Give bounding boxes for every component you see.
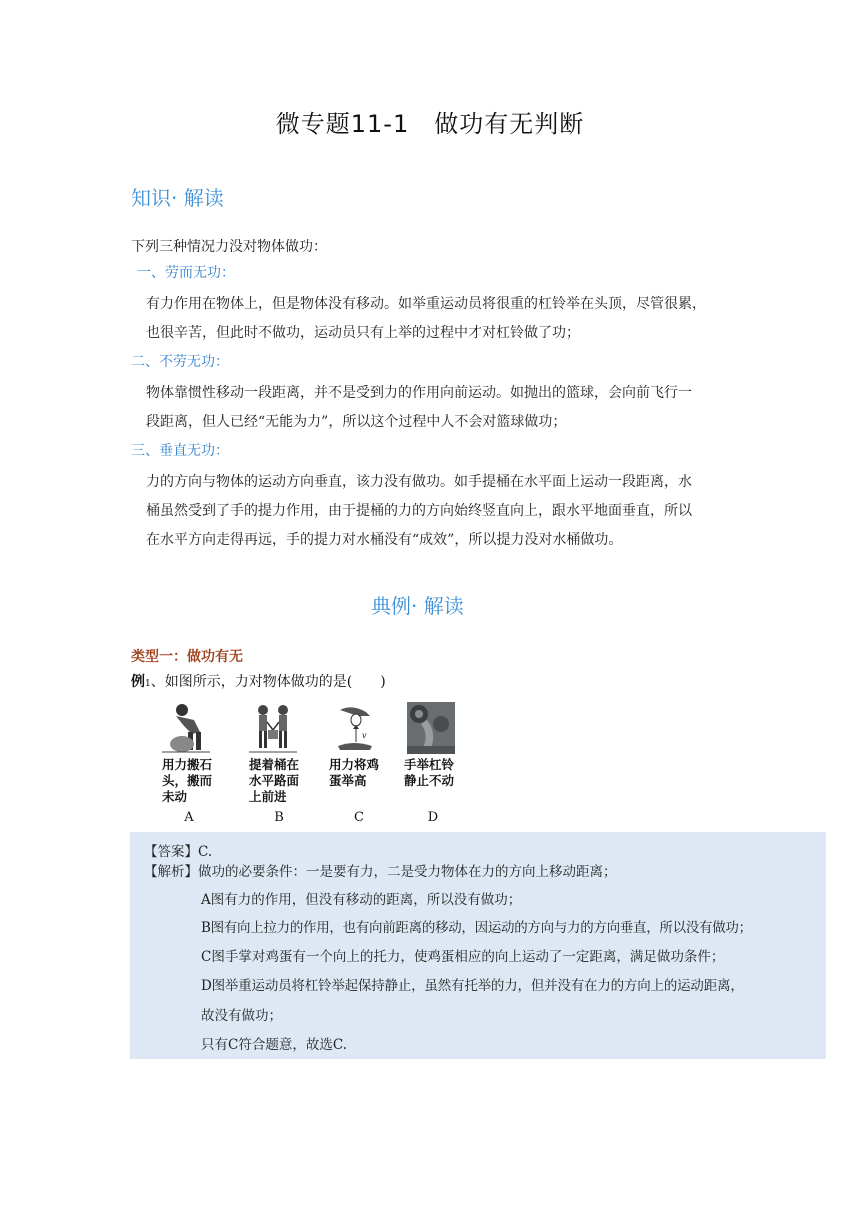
example-number: 1 <box>145 679 151 689</box>
figure-c-caption-line: 用力将鸡 <box>329 757 380 772</box>
figure-b-caption <box>249 757 319 805</box>
intro-text: 下列三种情况力没对物体做功： <box>131 239 327 255</box>
holding-barbell-image <box>407 702 455 754</box>
analysis-line: D图举重运动员将杠铃举起保持静止，虽然有托举的力，但并没有在力的方向上的运动距离， <box>201 978 744 994</box>
answer-line: 【答案】C. <box>144 844 213 860</box>
example-prefix: 例 <box>131 674 145 690</box>
velocity-label: v <box>362 731 367 740</box>
page-title: 微专题11-1 做功有无判断 <box>275 110 585 138</box>
figure-b <box>249 702 297 758</box>
figure-a-letter: A <box>184 810 194 825</box>
case1-line1: 有力作用在物体上，但是物体没有移动。如举重运动员将很重的杠铃举在头顶，尽管很累， <box>146 296 706 312</box>
example-text: 如图所示，力对物体做功的是( ) <box>164 674 386 690</box>
figure-d-letter: D <box>427 810 439 825</box>
example-question <box>131 671 386 691</box>
lifting-egg-image <box>332 702 380 754</box>
analysis-label: 【解析】 <box>144 864 198 880</box>
case1-heading: 一、劳而无功： <box>137 265 235 281</box>
analysis-line: A图有力的作用，但没有移动的距离，所以没有做功； <box>201 892 522 908</box>
figure-b-caption-line: 水平路面 <box>249 773 300 788</box>
figure-a-caption <box>162 757 232 805</box>
figure-c-caption <box>329 757 399 789</box>
figure-c <box>332 702 380 758</box>
section-heading-examples: 典例· 解读 <box>371 594 464 618</box>
section-heading-knowledge: 知识· 解读 <box>131 186 224 210</box>
figure-a-caption-line: 头，搬而 <box>162 773 213 788</box>
example-sep: 、 <box>150 674 165 690</box>
analysis-line: B图有向上拉力的作用，也有向前距离的移动，因运动的方向与力的方向垂直，所以没有做功； <box>201 920 752 936</box>
figure-d <box>407 702 455 758</box>
analysis-line: 故没有做功； <box>201 1008 282 1024</box>
case2-line1: 物体靠惯性移动一段距离，并不是受到力的作用向前运动。如抛出的篮球，会向前飞行一 <box>146 385 692 401</box>
figure-d-caption-line: 静止不动 <box>404 773 455 788</box>
case1-line2: 也很辛苦，但此时不做功，运动员只有上举的过程中才对杠铃做了功； <box>146 325 580 341</box>
figure-a <box>162 702 210 758</box>
figure-b-letter: B <box>274 810 284 825</box>
analysis-first-line <box>144 860 617 880</box>
case2-line2: 段距离，但人已经“无能为力”，所以这个过程中人不会对篮球做功； <box>146 414 567 430</box>
figure-b-caption-line: 上前进 <box>249 789 287 804</box>
lifting-stone-image <box>162 702 210 754</box>
figure-c-caption-line: 蛋举高 <box>329 773 367 788</box>
analysis-line: 只有C符合题意，故选C. <box>201 1037 347 1053</box>
figure-d-caption <box>404 757 474 789</box>
case2-heading: 二、不劳无功： <box>131 354 229 370</box>
type-label: 类型一：做功有无 <box>131 649 243 665</box>
case3-line3: 在水平方向走得再远，手的提力对水桶没有“成效”，所以提力没对水桶做功。 <box>146 532 623 548</box>
figure-d-caption-line: 手举杠铃 <box>404 757 455 772</box>
analysis-first: 做功的必要条件：一是要有力，二是受力物体在力的方向上移动距离； <box>198 864 617 880</box>
case3-line2: 桶虽然受到了手的提力作用，由于提桶的力的方向始终竖直向上，跟水平地面垂直，所以 <box>146 503 692 519</box>
case3-heading: 三、垂直无功： <box>131 443 229 459</box>
figure-b-caption-line: 提着桶在 <box>249 757 300 772</box>
carrying-bucket-image <box>249 702 297 754</box>
figure-a-caption-line: 未动 <box>162 789 188 804</box>
figure-c-letter: C <box>354 810 364 825</box>
analysis-line: C图手掌对鸡蛋有一个向上的托力，使鸡蛋相应的向上运动了一定距离，满足做功条件； <box>201 949 725 965</box>
case3-line1: 力的方向与物体的运动方向垂直，该力没有做功。如手提桶在水平面上运动一段距离，水 <box>146 474 692 490</box>
figure-a-caption-line: 用力搬石 <box>162 757 213 772</box>
